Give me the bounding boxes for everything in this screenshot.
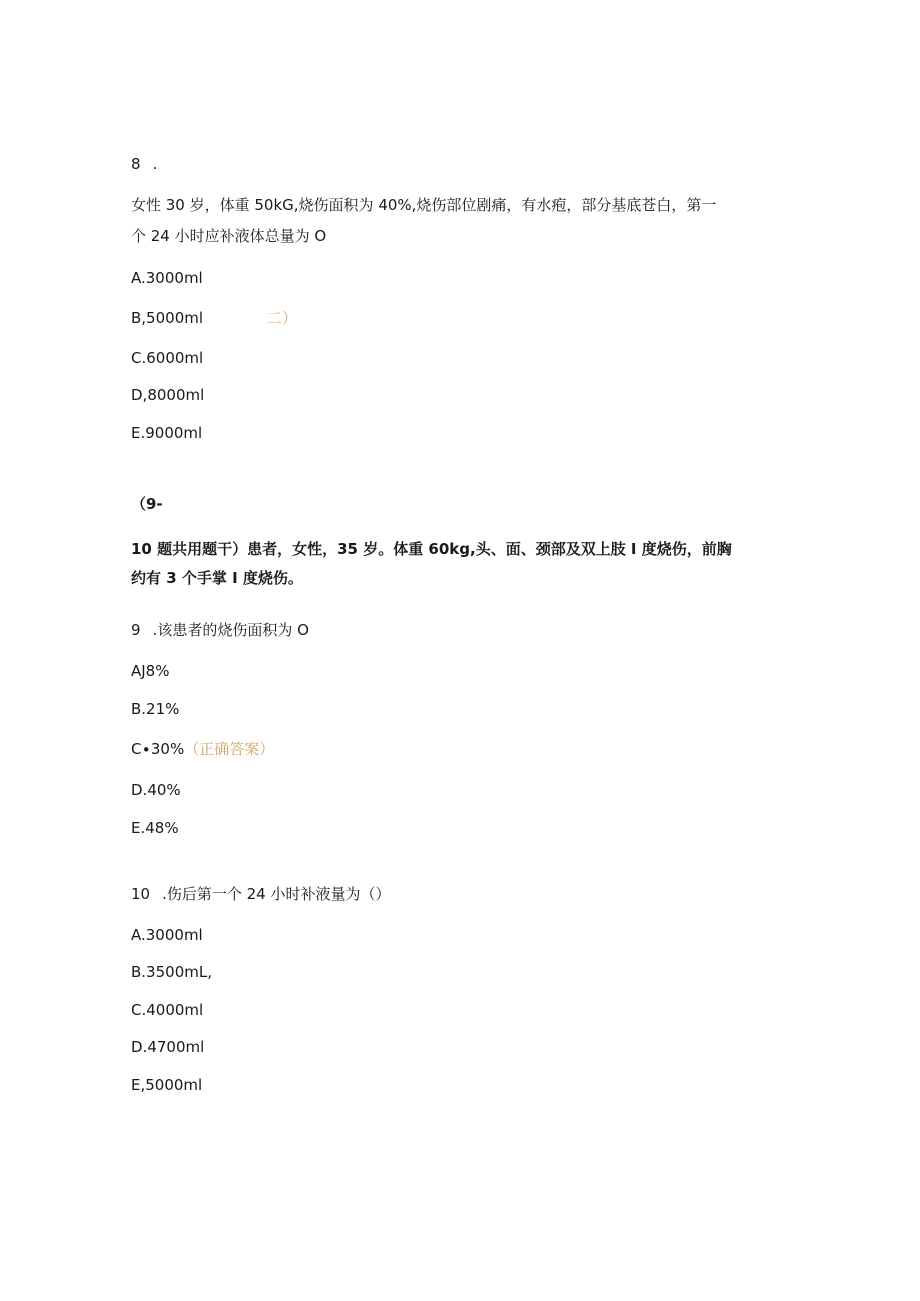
q9-option-c: C∙30% [131,740,185,758]
q8-option-c: C.6000ml [131,349,204,367]
q8-option-b: B,5000ml [131,309,204,327]
q10-number: 10 [131,885,151,903]
q9-option-b: B.21% [131,700,180,718]
q8-answer-mark: 二） [267,309,298,327]
q9-number: 9 [131,621,141,639]
q9-stem: .该患者的烧伤面积为 O [152,621,309,639]
q8-number-dot: . [152,155,158,173]
q10-option-c: C.4000ml [131,1001,204,1019]
q8-option-d: D,8000ml [131,386,205,404]
q10-stem-line [131,884,391,904]
group-9-10-header: （9- [131,495,163,513]
q9-option-e: E.48% [131,819,179,837]
q8-stem-line2: 个 24 小时应补液体总量为 O [131,227,327,245]
group-9-10-stem-line1: 10 题共用题干）患者，女性，35 岁。体重 60kg,头、面、颈部及双上肢 I 度烧伤，前胸 [131,540,732,558]
q8-number-line [131,154,157,174]
group-9-10-stem-line2: 约有 3 个手掌 I 度烧伤。 [131,569,303,587]
q9-option-c-line [131,739,274,759]
q8-option-b-line [131,308,298,328]
q10-stem: .伤后第一个 24 小时补液量为（） [162,885,391,903]
q8-option-e: E.9000ml [131,424,203,442]
q8-number: 8 [131,155,141,173]
q10-option-b: B.3500mL, [131,963,212,981]
q9-option-a: AJ8% [131,662,170,680]
q10-option-d: D.4700ml [131,1038,205,1056]
q8-stem-line1: 女性 30 岁，体重 50kG,烧伤面积为 40%,烧伤部位剧痛，有水疱，部分基底苍白，第一 [131,196,717,214]
q9-stem-line [131,620,309,640]
q10-option-a: A.3000ml [131,926,203,944]
q9-option-d: D.40% [131,781,181,799]
q9-answer-mark: （正确答案） [184,740,275,758]
q8-option-a: A.3000ml [131,269,203,287]
q10-option-e: E,5000ml [131,1076,203,1094]
